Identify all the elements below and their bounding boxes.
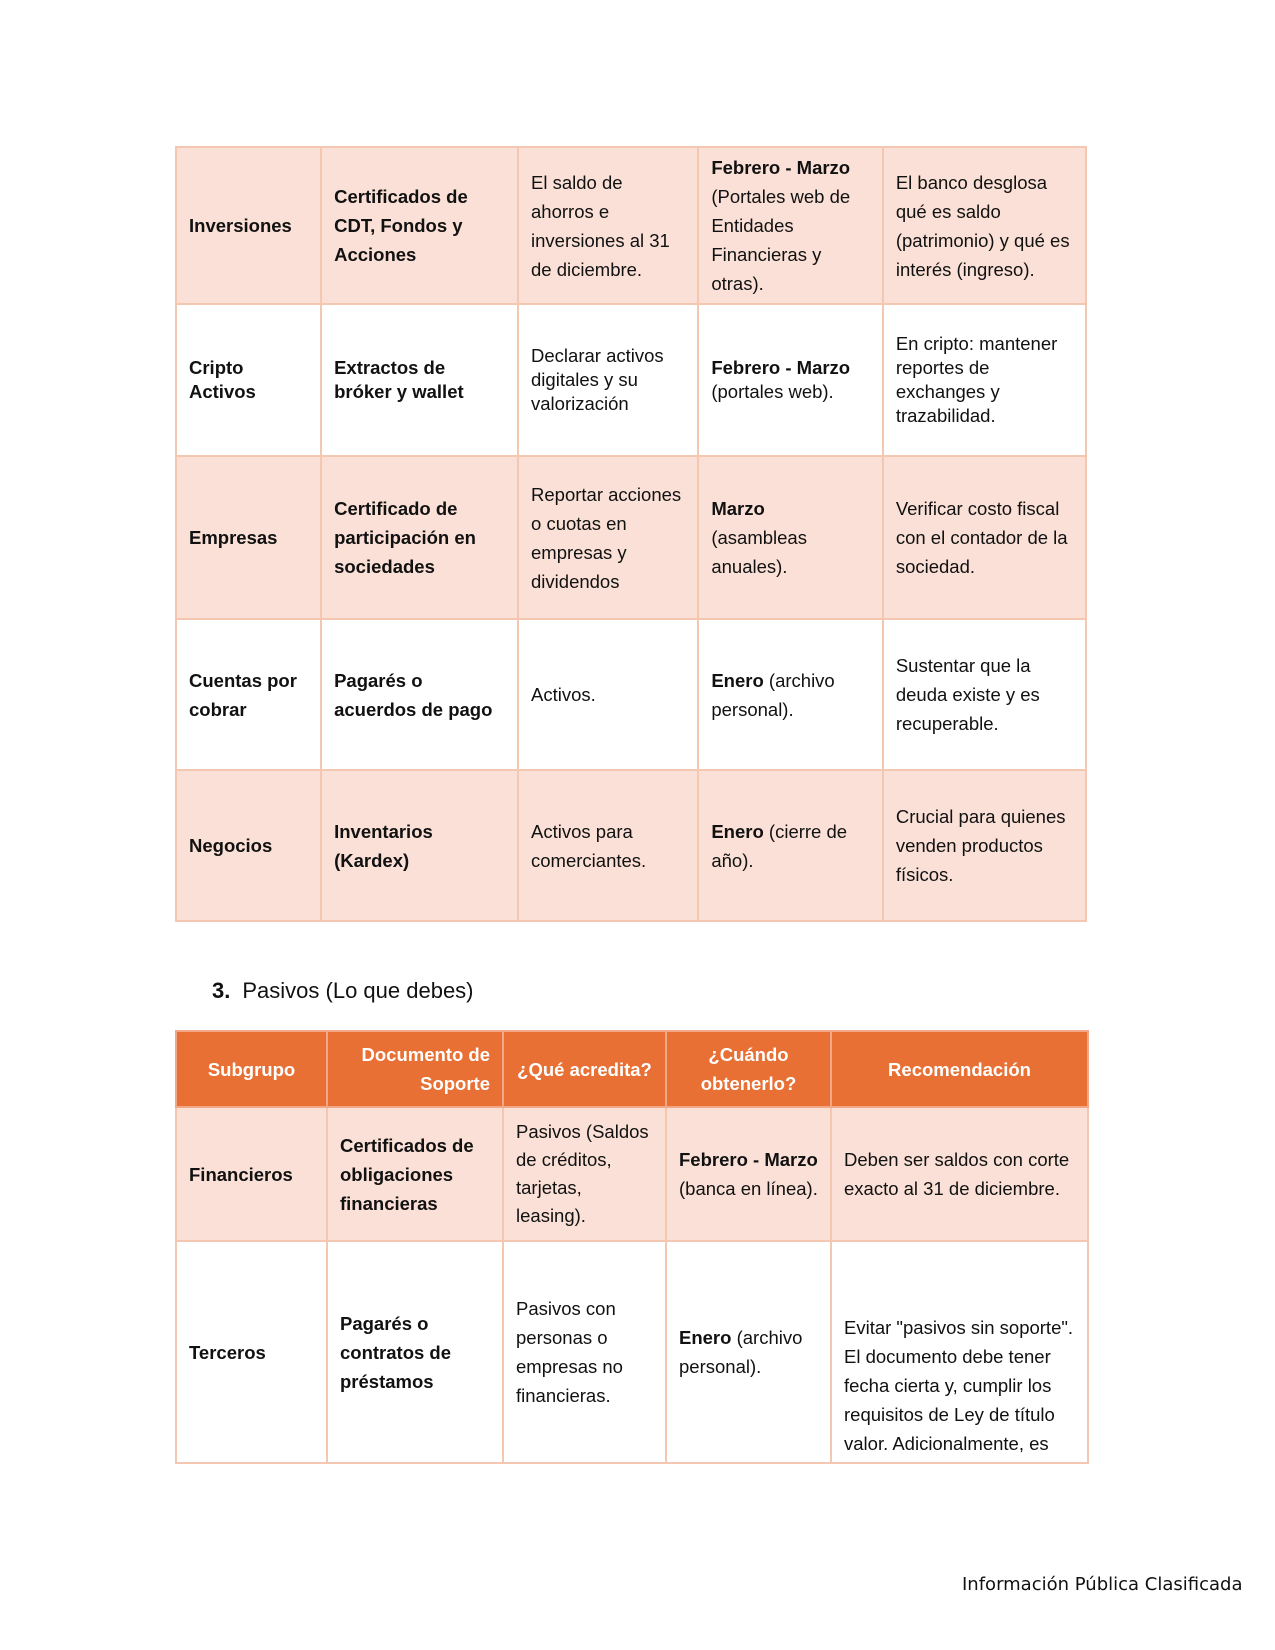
cell-acredita: Reportar acciones o cuotas en empresas y dividendos (518, 456, 698, 619)
cell-subgrupo: Cuentas por cobrar (176, 619, 321, 770)
cuando-bold: Marzo (711, 498, 765, 519)
cell-subgrupo: Inversiones (176, 147, 321, 304)
cuando-rest: (cierre de año). (711, 820, 848, 871)
cell-cuando (698, 619, 882, 770)
cell-recomendacion: Deben ser saldos con corte exacto al 31 de diciembre. (831, 1107, 1088, 1241)
table-row (176, 456, 1086, 619)
cuando-rest: (archivo personal). (679, 1327, 803, 1377)
cell-subgrupo: Financieros (176, 1107, 327, 1241)
cell-documento: Certificados de CDT, Fondos y Acciones (321, 147, 518, 304)
cell-cuando (666, 1241, 831, 1463)
cell-documento: Extractos de bróker y wallet (321, 304, 518, 456)
cell-acredita: Activos. (518, 619, 698, 770)
cuando-bold: Enero (679, 1327, 732, 1348)
cuando-bold: Enero (711, 669, 764, 691)
cell-documento: Inventarios (Kardex) (321, 770, 518, 921)
cell-cuando (666, 1107, 831, 1241)
section-number: 3. (212, 978, 231, 1003)
cell-subgrupo: Empresas (176, 456, 321, 619)
cell-subgrupo: Cripto Activos (176, 304, 321, 456)
cell-documento: Pagarés o acuerdos de pago (321, 619, 518, 770)
classification-footer: Información Pública Clasificada (962, 1574, 1243, 1595)
cell-subgrupo: Negocios (176, 770, 321, 921)
cell-recomendacion: En cripto: mantener reportes de exchanges y trazabilidad. (883, 304, 1086, 456)
cell-cuando (698, 770, 882, 921)
cuando-rest: (portales web). (711, 381, 834, 402)
table-row (176, 770, 1086, 921)
cell-recomendacion: Sustentar que la deuda existe y es recuperable. (883, 619, 1086, 770)
section-title: Pasivos (Lo que debes) (242, 978, 474, 1003)
cell-acredita: El saldo de ahorros e inversiones al 31 de diciembre. (518, 147, 698, 304)
table-header-row (176, 1031, 1088, 1107)
cuando-bold: Febrero - Marzo (679, 1149, 818, 1170)
cell-documento: Certificados de obligaciones financieras (327, 1107, 503, 1241)
cell-documento: Pagarés o contratos de préstamos (327, 1241, 503, 1463)
section-heading (212, 978, 474, 1004)
cell-cuando (698, 147, 882, 304)
table-row (176, 304, 1086, 456)
cell-acredita: Pasivos con personas o empresas no financieras. (503, 1241, 666, 1463)
cell-acredita: Pasivos (Saldos de créditos, tarjetas, leasing). (503, 1107, 666, 1241)
pasivos-table (175, 1030, 1089, 1464)
header-documento: Documento de Soporte (327, 1031, 503, 1107)
cuando-bold: Febrero - Marzo (711, 157, 851, 178)
cell-recomendacion: El banco desglosa qué es saldo (patrimonio) y qué es interés (ingreso). (883, 147, 1086, 304)
cuando-bold: Enero (711, 820, 764, 842)
cuando-rest: (asambleas anuales). (711, 527, 807, 577)
cuando-rest: (banca en línea). (679, 1178, 818, 1199)
cell-recomendacion: Evitar "pasivos sin soporte". El documento debe tener fecha cierta y, cumplir los requisitos de Ley de título valor. Adicionalmente, es (831, 1241, 1088, 1463)
cell-subgrupo: Terceros (176, 1241, 327, 1463)
cuando-bold: Febrero - Marzo (711, 357, 851, 378)
cell-documento: Certificado de participación en sociedades (321, 456, 518, 619)
cell-acredita: Declarar activos digitales y su valorización (518, 304, 698, 456)
cell-cuando (698, 456, 882, 619)
header-subgrupo: Subgrupo (176, 1031, 327, 1107)
cell-acredita: Activos para comerciantes. (518, 770, 698, 921)
cell-cuando (698, 304, 882, 456)
table-row (176, 1107, 1088, 1241)
cuando-rest: (archivo personal). (711, 669, 835, 720)
header-acredita: ¿Qué acredita? (503, 1031, 666, 1107)
table-row (176, 147, 1086, 304)
cell-recomendacion: Verificar costo fiscal con el contador de la sociedad. (883, 456, 1086, 619)
header-recomendacion: Recomendación (831, 1031, 1088, 1107)
cuando-rest: (Portales web de Entidades Financieras y otras). (711, 186, 851, 294)
table-row (176, 619, 1086, 770)
cell-recomendacion: Crucial para quienes venden productos físicos. (883, 770, 1086, 921)
table-row (176, 1241, 1088, 1463)
header-cuando: ¿Cuándo obtenerlo? (666, 1031, 831, 1107)
activos-table (175, 146, 1087, 922)
